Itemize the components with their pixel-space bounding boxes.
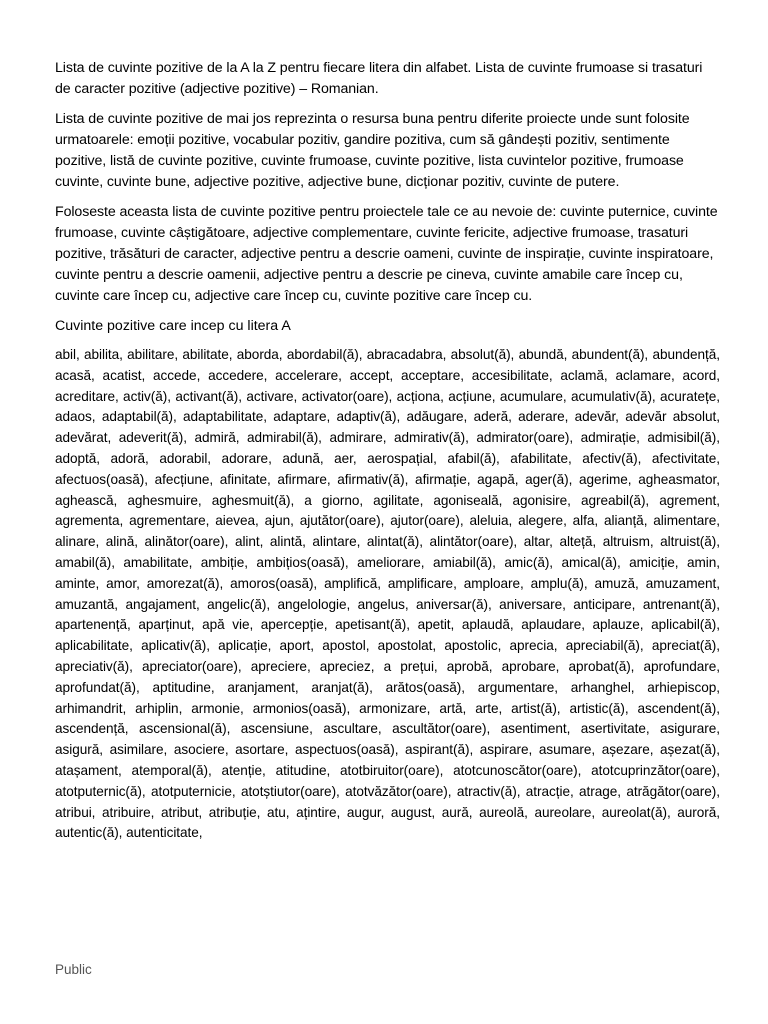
classification-label: Public: [55, 962, 92, 977]
word-list: abil, abilita, abilitare, abilitate, aborda, abordabil(ă), abracadabra, absolut(ă), abundă, abundent(ă), abundență, acasă, acatist, accede, accedere, accelerare, accept, acceptare, accesibilitate, aclamă, aclamare, acord, acreditare, activ(ă), activant(ă), activare, activator(oare), acționa, acțiune, acumulare, acumulativ(ă), acuratețe, adaos, adaptabil(ă), adaptabilitate, adaptare, adaptiv(ă), adăugare, aderă, aderare, adevăr, adevăr absolut, adevărat, adeverit(ă), admiră, admirabil(ă), admirare, admirativ(ă), admirator(oare), admirație, admisibil(ă), adoptă, adoră, adorabil, adorare, adună, aer, aerospațial, afabil(ă), afabilitate, afectiv(ă), afectivitate, afectuos(oasă), afecțiune, afinitate, afirmare, afirmativ(ă), afirmație, agapă, ager(ă), agerime, agheasmator, aghească, aghesmuire, aghesmuit(ă), a giorno, agilitate, agoniseală, agonisire, agreabil(ă), agrement, agrementa, agrementare, aievea, ajun, ajutător(oare), ajutor(oare), aleluia, alegere, alfa, alianță, alimentare, alinare, alină, alinător(oare), alint, alintă, alintare, alintat(ă), alintător(oare), altar, alteță, altruism, altruist(ă), amabil(ă), amabilitate, ambiție, ambițios(oasă), ameliorare, amiabil(ă), amic(ă), amical(ă), amiciție, amin, aminte, amor, amorezat(ă), amoros(oasă), amplifică, amplificare, amploare, amplu(ă), amuză, amuzament, amuzantă, angajament, angelic(ă), angelologie, angelus, aniversar(ă), aniversare, anticipare, antrenant(ă), apartenență, aparținut, apă vie, apercepție, apetisant(ă), apetit, aplaudă, aplaudare, aplauze, aplicabil(ă), aplicabilitate, aplicativ(ă), aplicație, aport, apostol, apostolat, apostolic, aprecia, apreciabil(ă), apreciat(ă), apreciativ(ă), apreciator(oare), apreciere, apreciez, a prețui, aprobă, aprobare, aprobat(ă), aprofundare, aprofundat(ă), aptitudine, aranjament, aranjat(ă), arătos(oasă), argumentare, arhanghel, arhiepiscop, arhimandrit, arhiplin, armonie, armonios(oasă), armonizare, artă, arte, artist(ă), artistic(ă), ascendent(ă), ascendență, ascensional(ă), ascensiune, ascultare, ascultător(oare), asentiment, asertivitate, asigurare, asigură, asimilare, asociere, asortare, aspectuos(oasă), aspirant(ă), aspirare, asumare, așezare, așezat(ă), atașament, atemporal(ă), atenție, atitudine, atotbiruitor(oare), atotcunoscător(oare), atotcuprinzător(oare), atotputernic(ă), atotputernicie, atotștiutor(oare), atotvăzător(oare), atractiv(ă), atracție, atrage, atrăgător(oare), atribui, atribuire, atribut, atribuție, atu, ațintire, augur, august, aură, aureolă, aureolare, aureolat(ă), auroră, autentic(ă), autenticitate,: [55, 347, 720, 841]
intro-paragraph: Lista de cuvinte pozitive de la A la Z pentru fiecare litera din alfabet. Lista de cuvinte frumoase si trasaturi de caracter pozitive (adjective pozitive) – Romanian.: [55, 60, 703, 97]
usage-paragraph: Foloseste aceasta lista de cuvinte pozitive pentru proiectele tale ce au nevoie de: cuvinte puternice, cuvinte frumoase, cuvinte câștigătoare, adjective complementare, cuvinte fericite, adjective frumoase, trasaturi pozitive, trăsături de caracter, adjective pentru a descrie oameni, cuvinte de inspirație, cuvinte inspiratoare, cuvinte pentru a descrie oamenii, adjective pentru a descrie pe cineva, cuvinte amabile care încep cu, cuvinte care încep cu, adjective care încep cu, cuvinte pozitive care încep cu.: [55, 204, 718, 304]
document-body: [55, 58, 720, 844]
resource-paragraph: Lista de cuvinte pozitive de mai jos reprezinta o resursa buna pentru diferite proiecte unde sunt folosite urmatoarele: emoții pozitive, vocabular pozitiv, gandire pozitiva, cum să gândești pozitiv, sentimente pozitive, listă de cuvinte pozitive, cuvinte frumoase, cuvinte pozitive, lista cuvintelor pozitive, frumoase cuvinte, cuvinte bune, adjective pozitive, adjective bune, dicționar pozitiv, cuvinte de putere.: [55, 111, 690, 190]
section-heading: Cuvinte pozitive care incep cu litera A: [55, 318, 291, 334]
